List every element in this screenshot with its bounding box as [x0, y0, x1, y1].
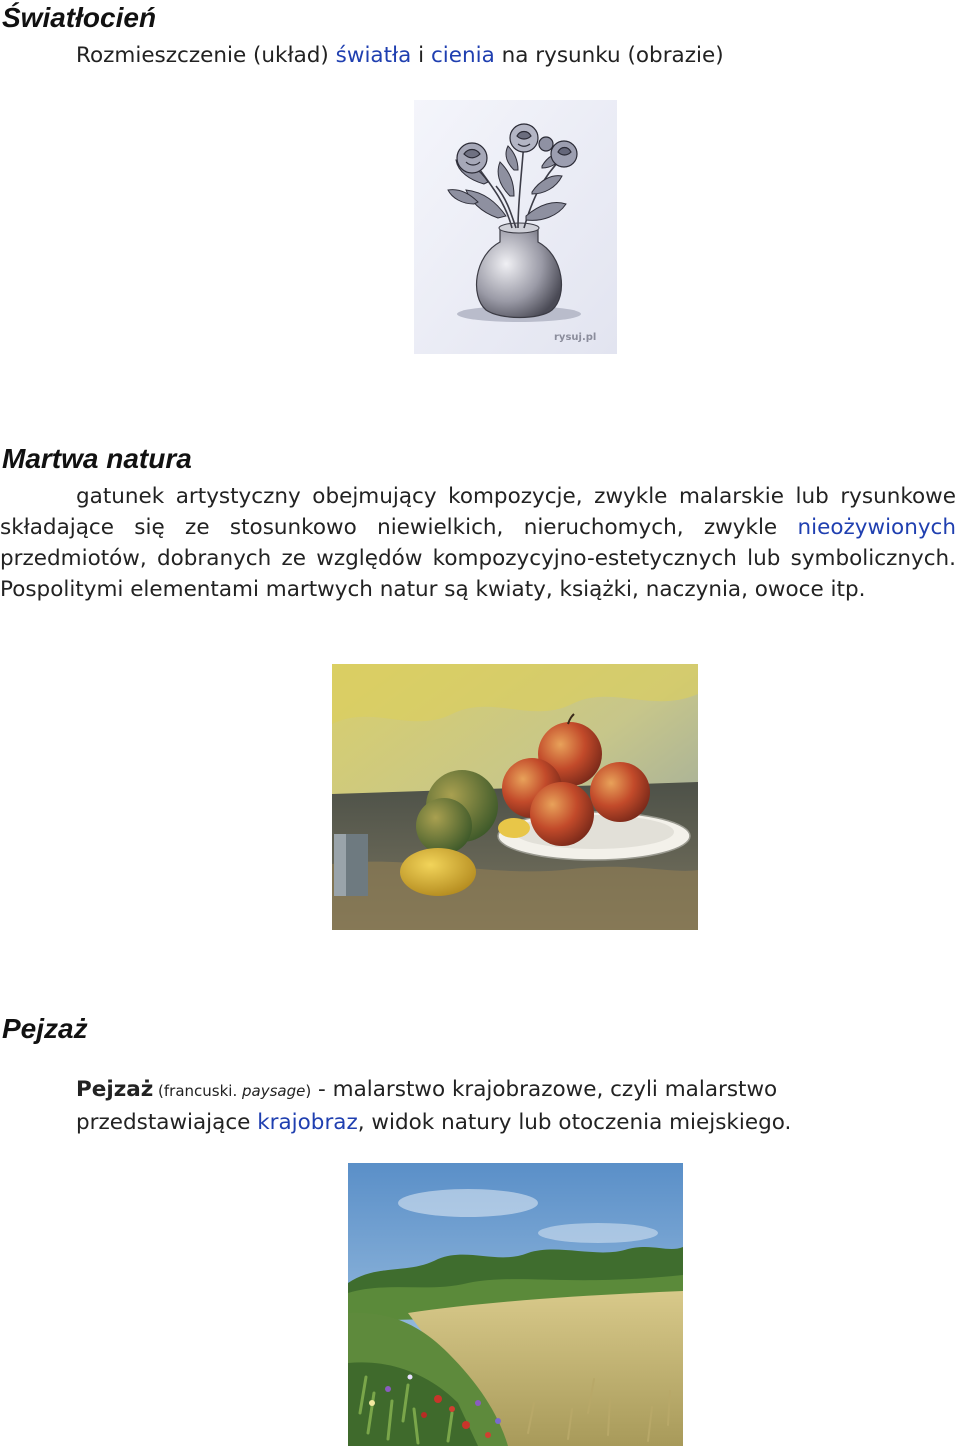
definition-text: Rozmieszczenie (układ): [76, 43, 336, 68]
watermark-text: rysuj.pl: [554, 332, 597, 343]
landscape-painting: [348, 1163, 683, 1446]
definition-text: i: [411, 43, 431, 68]
link-swiatla[interactable]: światła: [335, 43, 412, 68]
definition-text: , widok natury lub otoczenia miejskiego.: [357, 1110, 792, 1135]
definition-pejzaz: [76, 1074, 956, 1138]
definition-text: na rysunku (obrazie): [494, 43, 724, 68]
flowers-vase-drawing: [414, 100, 617, 354]
link-niezywionych[interactable]: nieożywionych: [797, 515, 956, 540]
definition-martwa-natura: [0, 481, 956, 605]
link-krajobraz[interactable]: krajobraz: [257, 1110, 358, 1135]
origin-open: (francuski.: [153, 1082, 242, 1100]
definition-text: - malarstwo krajobrazowe, czyli malarstwo przedstawiające: [76, 1077, 778, 1135]
origin-close: ): [305, 1082, 312, 1100]
origin-word: paysage: [241, 1082, 306, 1100]
heading-martwa-natura: Martwa natura: [2, 443, 192, 474]
heading-swiatlocien: Światłocień: [2, 2, 157, 33]
definition-swiatlocien: [76, 40, 724, 71]
definition-text: gatunek artystyczny obejmujący kompozycje, zwykle malarskie lub rysunkowe składające się ze stosunkowo niewielkich, nieruchomych, zwykle: [0, 484, 956, 540]
link-cienia[interactable]: cienia: [430, 43, 495, 68]
term-pejzaz: Pejzaż: [76, 1077, 154, 1102]
still-life-painting: [332, 664, 698, 930]
heading-pejzaz: Pejzaż: [2, 1013, 88, 1044]
definition-text: przedmiotów, dobranych ze względów kompozycyjno-estetycznych lub symbolicznych. Pospolitymi elementami martwych natur są kwiaty, książki, naczynia, owoce itp.: [0, 546, 956, 602]
